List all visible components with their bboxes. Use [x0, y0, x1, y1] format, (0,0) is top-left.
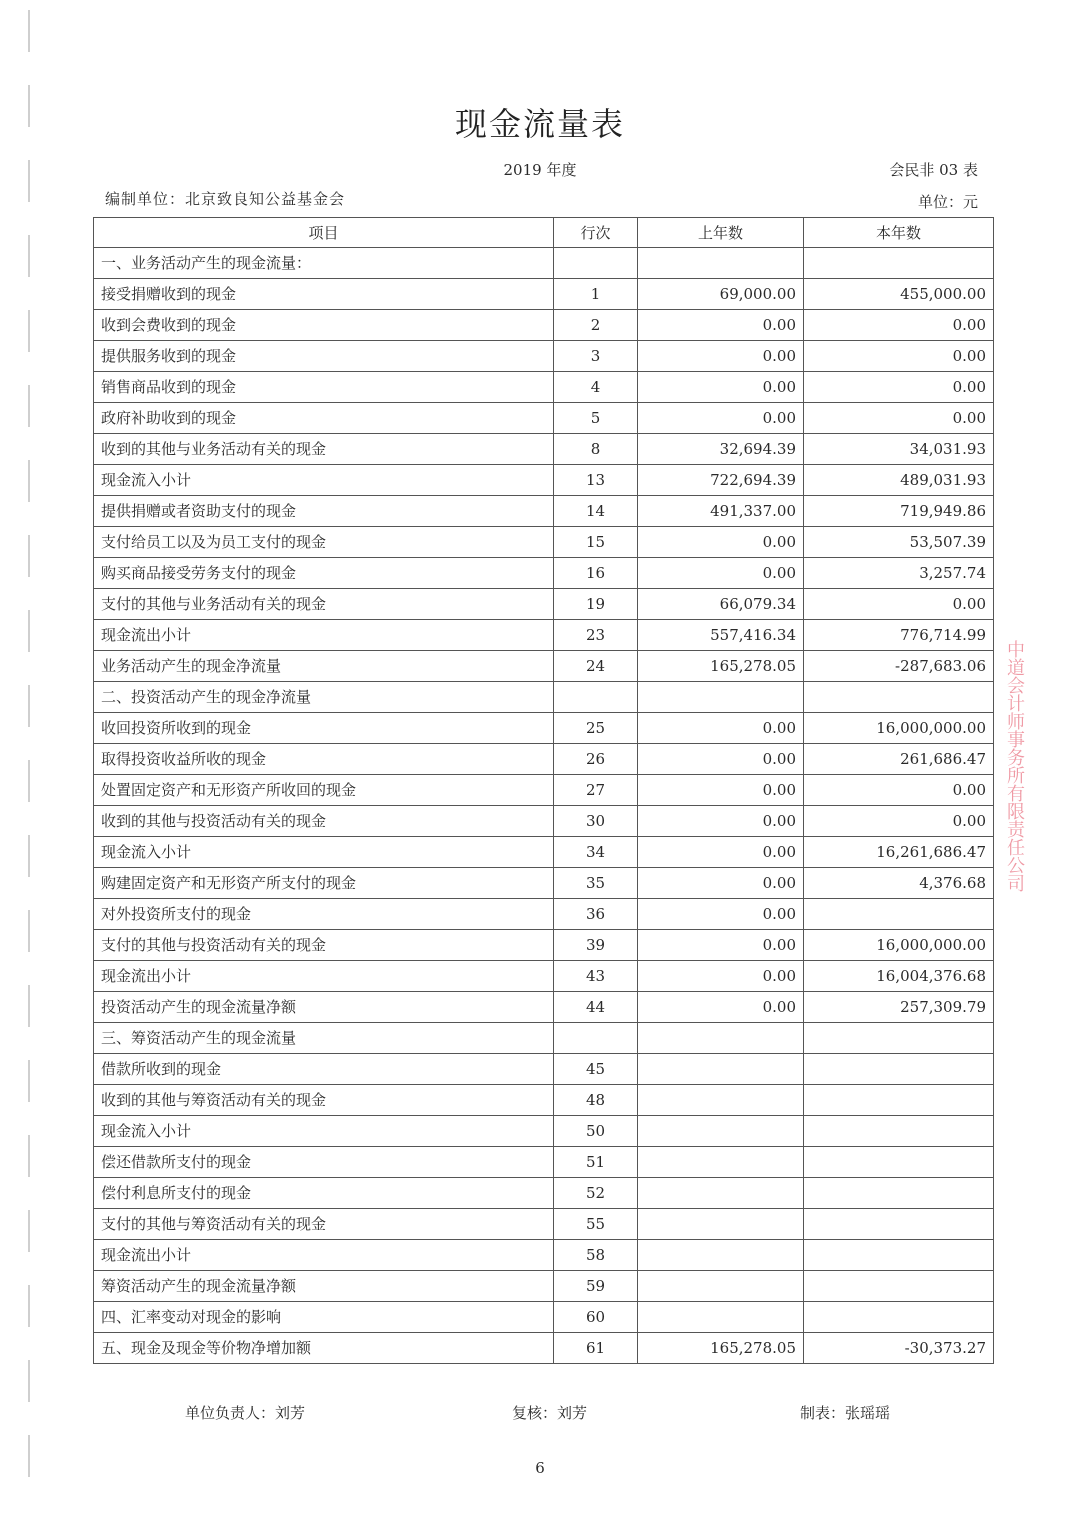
row-prev-year-value: 0.00 — [638, 403, 804, 434]
row-curr-year-value: 53,507.39 — [804, 527, 994, 558]
row-prev-year-value: 557,416.34 — [638, 620, 804, 651]
row-curr-year-value: 776,714.99 — [804, 620, 994, 651]
row-prev-year-value: 0.00 — [638, 775, 804, 806]
table-header-row — [94, 218, 994, 248]
row-curr-year-value: 16,261,686.47 — [804, 837, 994, 868]
table-row — [94, 1116, 994, 1147]
table-row — [94, 1085, 994, 1116]
row-curr-year-value: 0.00 — [804, 806, 994, 837]
table-row — [94, 496, 994, 527]
row-curr-year-value — [804, 1147, 994, 1178]
row-item-label: 收到的其他与业务活动有关的现金 — [94, 434, 554, 465]
row-line-number: 45 — [554, 1054, 638, 1085]
row-item-label: 支付的其他与筹资活动有关的现金 — [94, 1209, 554, 1240]
auditor-stamp: 中道会计师事务所有限责任公司 — [1004, 640, 1025, 892]
row-curr-year-value: 489,031.93 — [804, 465, 994, 496]
table-row — [94, 403, 994, 434]
row-curr-year-value: 16,004,376.68 — [804, 961, 994, 992]
signature-reviewer: 复核：刘芳 — [512, 1404, 588, 1422]
row-item-label: 三、筹资活动产生的现金流量 — [94, 1023, 554, 1054]
table-row — [94, 527, 994, 558]
table-row — [94, 806, 994, 837]
row-prev-year-value: 0.00 — [638, 992, 804, 1023]
row-prev-year-value — [638, 1209, 804, 1240]
row-item-label: 处置固定资产和无形资产所收回的现金 — [94, 775, 554, 806]
row-line-number: 36 — [554, 899, 638, 930]
row-prev-year-value — [638, 1054, 804, 1085]
row-line-number: 1 — [554, 279, 638, 310]
table-row — [94, 1147, 994, 1178]
row-item-label: 支付给员工以及为员工支付的现金 — [94, 527, 554, 558]
row-prev-year-value: 0.00 — [638, 868, 804, 899]
row-item-label: 收到会费收到的现金 — [94, 310, 554, 341]
row-line-number — [554, 682, 638, 713]
row-prev-year-value: 0.00 — [638, 310, 804, 341]
row-item-label: 偿付利息所支付的现金 — [94, 1178, 554, 1209]
table-row — [94, 465, 994, 496]
row-item-label: 收到的其他与筹资活动有关的现金 — [94, 1085, 554, 1116]
row-item-label: 支付的其他与投资活动有关的现金 — [94, 930, 554, 961]
table-row — [94, 899, 994, 930]
row-curr-year-value: 34,031.93 — [804, 434, 994, 465]
row-curr-year-value — [804, 1054, 994, 1085]
row-prev-year-value: 32,694.39 — [638, 434, 804, 465]
row-item-label: 现金流入小计 — [94, 465, 554, 496]
row-prev-year-value: 0.00 — [638, 744, 804, 775]
header-line: 行次 — [554, 218, 638, 248]
table-row — [94, 279, 994, 310]
fiscal-year: 2019 年度 — [503, 161, 577, 179]
document-title: 现金流量表 — [454, 105, 625, 143]
row-line-number: 25 — [554, 713, 638, 744]
row-item-label: 对外投资所支付的现金 — [94, 899, 554, 930]
row-line-number: 35 — [554, 868, 638, 899]
row-item-label: 提供服务收到的现金 — [94, 341, 554, 372]
row-prev-year-value: 0.00 — [638, 713, 804, 744]
signature-unit-head: 单位负责人：刘芳 — [185, 1404, 306, 1422]
row-prev-year-value — [638, 682, 804, 713]
preparer-unit: 编制单位：北京致良知公益基金会 — [105, 190, 346, 208]
table-row — [94, 868, 994, 899]
table-row — [94, 372, 994, 403]
table-row — [94, 1302, 994, 1333]
row-line-number: 19 — [554, 589, 638, 620]
row-item-label: 取得投资收益所收的现金 — [94, 744, 554, 775]
row-line-number: 26 — [554, 744, 638, 775]
form-number: 会民非 03 表 — [889, 161, 978, 179]
row-line-number: 16 — [554, 558, 638, 589]
row-curr-year-value: -30,373.27 — [804, 1333, 994, 1364]
row-line-number: 59 — [554, 1271, 638, 1302]
row-item-label: 现金流出小计 — [94, 961, 554, 992]
currency-unit: 单位：元 — [917, 193, 978, 211]
row-prev-year-value: 0.00 — [638, 930, 804, 961]
row-prev-year-value — [638, 248, 804, 279]
row-line-number: 44 — [554, 992, 638, 1023]
row-prev-year-value: 165,278.05 — [638, 1333, 804, 1364]
table-row — [94, 1271, 994, 1302]
table-row — [94, 558, 994, 589]
row-item-label: 五、现金及现金等价物净增加额 — [94, 1333, 554, 1364]
row-item-label: 偿还借款所支付的现金 — [94, 1147, 554, 1178]
row-curr-year-value — [804, 248, 994, 279]
row-line-number: 30 — [554, 806, 638, 837]
row-line-number: 14 — [554, 496, 638, 527]
table-row — [94, 589, 994, 620]
row-curr-year-value: 455,000.00 — [804, 279, 994, 310]
row-item-label: 二、投资活动产生的现金净流量 — [94, 682, 554, 713]
row-item-label: 收回投资所收到的现金 — [94, 713, 554, 744]
row-line-number: 50 — [554, 1116, 638, 1147]
row-line-number: 15 — [554, 527, 638, 558]
row-curr-year-value: 0.00 — [804, 775, 994, 806]
row-prev-year-value — [638, 1147, 804, 1178]
row-curr-year-value — [804, 1023, 994, 1054]
row-line-number: 24 — [554, 651, 638, 682]
table-row — [94, 434, 994, 465]
header-item: 项目 — [94, 218, 554, 248]
row-line-number: 3 — [554, 341, 638, 372]
row-curr-year-value — [804, 1240, 994, 1271]
row-item-label: 销售商品收到的现金 — [94, 372, 554, 403]
table-body — [94, 248, 994, 1364]
row-line-number: 43 — [554, 961, 638, 992]
row-curr-year-value: 0.00 — [804, 372, 994, 403]
table-row — [94, 930, 994, 961]
row-item-label: 购建固定资产和无形资产所支付的现金 — [94, 868, 554, 899]
row-line-number — [554, 248, 638, 279]
row-item-label: 收到的其他与投资活动有关的现金 — [94, 806, 554, 837]
row-line-number: 48 — [554, 1085, 638, 1116]
row-prev-year-value — [638, 1178, 804, 1209]
row-item-label: 现金流出小计 — [94, 620, 554, 651]
row-line-number: 34 — [554, 837, 638, 868]
row-prev-year-value — [638, 1240, 804, 1271]
row-item-label: 接受捐赠收到的现金 — [94, 279, 554, 310]
row-line-number: 2 — [554, 310, 638, 341]
binding-marks — [28, 0, 42, 1527]
row-prev-year-value — [638, 1116, 804, 1147]
row-prev-year-value: 66,079.34 — [638, 589, 804, 620]
row-prev-year-value — [638, 1271, 804, 1302]
row-item-label: 现金流入小计 — [94, 1116, 554, 1147]
row-item-label: 现金流入小计 — [94, 837, 554, 868]
row-line-number: 60 — [554, 1302, 638, 1333]
row-item-label: 提供捐赠或者资助支付的现金 — [94, 496, 554, 527]
row-prev-year-value: 0.00 — [638, 558, 804, 589]
header-curr-year: 本年数 — [804, 218, 994, 248]
row-item-label: 支付的其他与业务活动有关的现金 — [94, 589, 554, 620]
row-prev-year-value — [638, 1085, 804, 1116]
row-prev-year-value: 0.00 — [638, 961, 804, 992]
row-line-number: 52 — [554, 1178, 638, 1209]
table-row — [94, 1333, 994, 1364]
table-row — [94, 1240, 994, 1271]
row-item-label: 业务活动产生的现金净流量 — [94, 651, 554, 682]
row-curr-year-value: 719,949.86 — [804, 496, 994, 527]
row-prev-year-value: 0.00 — [638, 527, 804, 558]
table-row — [94, 1054, 994, 1085]
row-item-label: 现金流出小计 — [94, 1240, 554, 1271]
table-row — [94, 1209, 994, 1240]
row-curr-year-value — [804, 1271, 994, 1302]
header-prev-year: 上年数 — [638, 218, 804, 248]
row-curr-year-value: 16,000,000.00 — [804, 930, 994, 961]
row-curr-year-value: 0.00 — [804, 403, 994, 434]
row-line-number: 4 — [554, 372, 638, 403]
row-line-number: 13 — [554, 465, 638, 496]
row-curr-year-value: 16,000,000.00 — [804, 713, 994, 744]
row-curr-year-value — [804, 899, 994, 930]
row-item-label: 购买商品接受劳务支付的现金 — [94, 558, 554, 589]
row-prev-year-value — [638, 1302, 804, 1333]
row-curr-year-value: 261,686.47 — [804, 744, 994, 775]
row-item-label: 借款所收到的现金 — [94, 1054, 554, 1085]
row-curr-year-value — [804, 1178, 994, 1209]
table-row — [94, 248, 994, 279]
row-prev-year-value: 69,000.00 — [638, 279, 804, 310]
table-row — [94, 713, 994, 744]
row-line-number: 51 — [554, 1147, 638, 1178]
row-line-number: 61 — [554, 1333, 638, 1364]
row-item-label: 一、业务活动产生的现金流量： — [94, 248, 554, 279]
row-prev-year-value: 722,694.39 — [638, 465, 804, 496]
row-line-number: 58 — [554, 1240, 638, 1271]
row-curr-year-value — [804, 1209, 994, 1240]
row-item-label: 投资活动产生的现金流量净额 — [94, 992, 554, 1023]
row-line-number: 5 — [554, 403, 638, 434]
table-row — [94, 961, 994, 992]
row-curr-year-value: 4,376.68 — [804, 868, 994, 899]
row-curr-year-value: 0.00 — [804, 589, 994, 620]
table-row — [94, 1178, 994, 1209]
row-line-number — [554, 1023, 638, 1054]
table-row — [94, 1023, 994, 1054]
row-line-number: 27 — [554, 775, 638, 806]
row-item-label: 四、汇率变动对现金的影响 — [94, 1302, 554, 1333]
row-line-number: 39 — [554, 930, 638, 961]
table-row — [94, 775, 994, 806]
page-number: 6 — [535, 1459, 545, 1477]
row-prev-year-value — [638, 1023, 804, 1054]
cash-flow-table — [93, 217, 994, 1364]
row-curr-year-value: 3,257.74 — [804, 558, 994, 589]
row-curr-year-value — [804, 682, 994, 713]
row-line-number: 8 — [554, 434, 638, 465]
row-prev-year-value: 165,278.05 — [638, 651, 804, 682]
row-line-number: 23 — [554, 620, 638, 651]
row-curr-year-value — [804, 1116, 994, 1147]
table-row — [94, 837, 994, 868]
row-curr-year-value — [804, 1302, 994, 1333]
row-curr-year-value: -287,683.06 — [804, 651, 994, 682]
table-row — [94, 620, 994, 651]
table-row — [94, 310, 994, 341]
table-row — [94, 992, 994, 1023]
table-row — [94, 341, 994, 372]
table-row — [94, 682, 994, 713]
row-prev-year-value: 0.00 — [638, 806, 804, 837]
row-prev-year-value: 0.00 — [638, 341, 804, 372]
row-curr-year-value — [804, 1085, 994, 1116]
table-row — [94, 651, 994, 682]
row-curr-year-value: 0.00 — [804, 310, 994, 341]
signature-preparer: 制表：张瑶瑶 — [800, 1404, 891, 1422]
row-line-number: 55 — [554, 1209, 638, 1240]
row-item-label: 政府补助收到的现金 — [94, 403, 554, 434]
row-curr-year-value: 257,309.79 — [804, 992, 994, 1023]
row-curr-year-value: 0.00 — [804, 341, 994, 372]
row-prev-year-value: 0.00 — [638, 837, 804, 868]
row-item-label: 筹资活动产生的现金流量净额 — [94, 1271, 554, 1302]
row-prev-year-value: 0.00 — [638, 899, 804, 930]
row-prev-year-value: 491,337.00 — [638, 496, 804, 527]
table-row — [94, 744, 994, 775]
row-prev-year-value: 0.00 — [638, 372, 804, 403]
